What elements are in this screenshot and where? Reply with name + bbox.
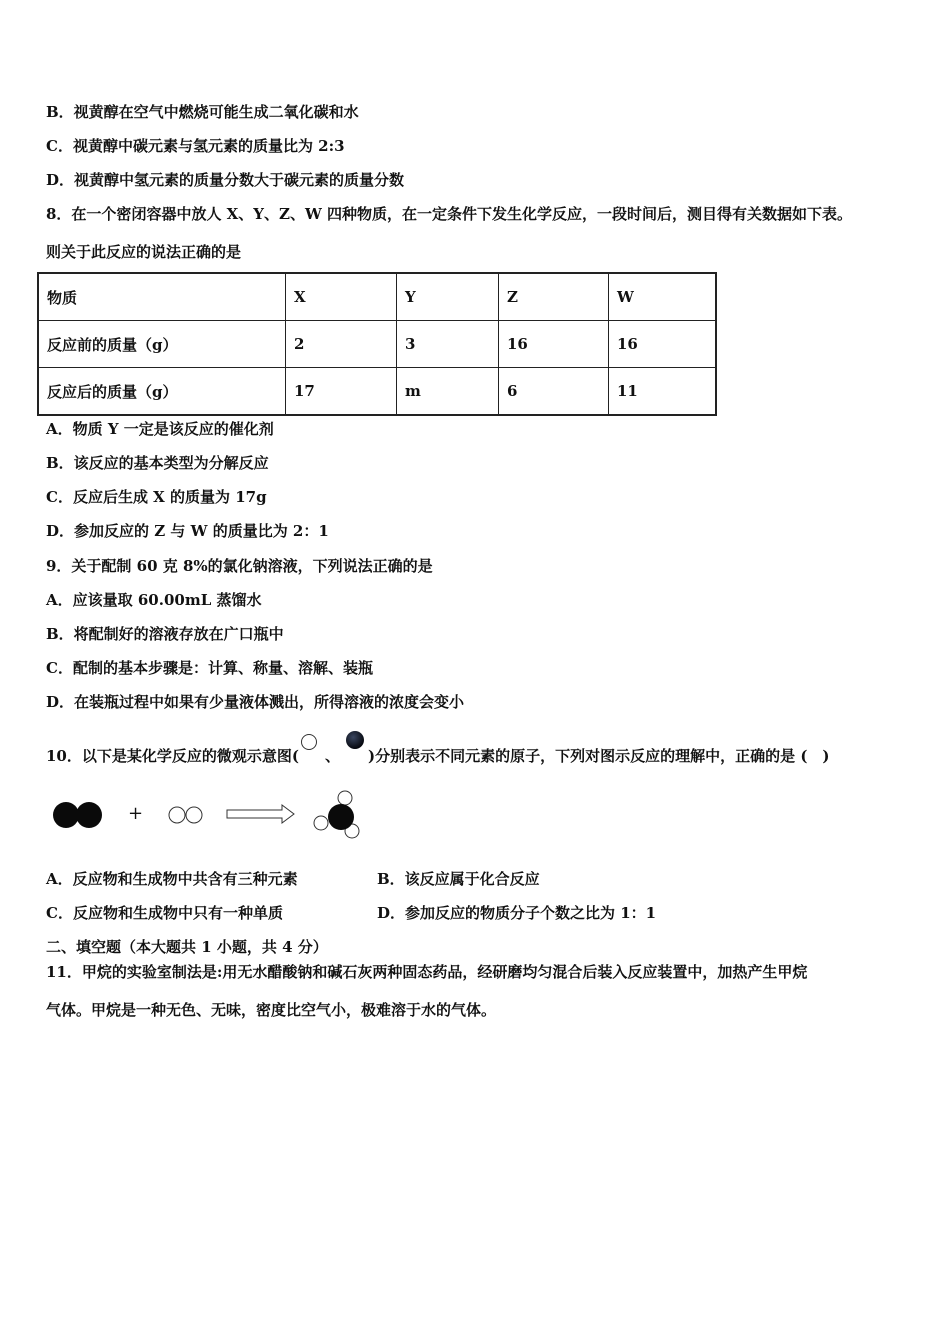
q7-option-b: B．视黄醇在空气中燃烧可能生成二氧化碳和水 (46, 103, 359, 121)
q10-option-b: B．该反应属于化合反应 (377, 870, 540, 888)
table-cell: 16 (499, 321, 609, 368)
table-cell: 17 (286, 368, 397, 416)
table-header-row (38, 273, 716, 321)
q8-stem-line2: 则关于此反应的说法正确的是 (46, 243, 242, 261)
q9-option-c: C．配制的基本步骤是：计算、称量、溶解、装瓶 (46, 659, 373, 677)
q8-option-c: C．反应后生成 X 的质量为 17g (46, 488, 267, 506)
q9-option-a: A．应该量取 60.00mL 蒸馏水 (46, 591, 262, 609)
q10-stem-separator: 、 (324, 747, 340, 765)
q9-stem: 9．关于配制 60 克 8%的氯化钠溶液，下列说法正确的是 (46, 557, 433, 575)
q8-stem-line1: 8．在一个密闭容器中放人 X、Y、Z、W 四种物质，在一定条件下发生化学反应，一段时间后，测目得有关数据如下表。 (46, 205, 853, 223)
table-row (38, 368, 716, 416)
reactant-white-molecule (169, 807, 202, 823)
q9-option-d: D．在装瓶过程中如果有少量液体溅出，所得溶液的浓度会变小 (46, 693, 465, 711)
q8-option-a: A．物质 Y 一定是该反应的催化剂 (46, 420, 274, 438)
reactant-black-molecule (53, 802, 102, 828)
table-row (38, 321, 716, 368)
q10-option-a: A．反应物和生成物中共含有三种元素 (46, 870, 298, 888)
q10-option-d: D．参加反应的物质分子个数之比为 1：1 (377, 904, 657, 922)
table-cell: m (397, 368, 499, 416)
q7-option-c: C．视黄醇中碳元素与氢元素的质量比为 2:3 (46, 137, 345, 155)
table-cell: Z (499, 273, 609, 321)
table-cell: 11 (609, 368, 717, 416)
section-heading: 二、填空题（本大题共 1 小题，共 4 分） (46, 938, 328, 956)
table-cell: X (286, 273, 397, 321)
table-cell: 3 (397, 321, 499, 368)
table-cell: 2 (286, 321, 397, 368)
q10-option-c: C．反应物和生成物中只有一种单质 (46, 904, 283, 922)
q8-option-d: D．参加反应的 Z 与 W 的质量比为 2：1 (46, 522, 329, 540)
black-atom-legend-icon (344, 730, 368, 757)
q9-option-b: B．将配制好的溶液存放在广口瓶中 (46, 625, 284, 643)
q10-stem-end: )分别表示不同元素的原子，下列对图示反应的理解中，正确的是 ( ) (368, 747, 830, 765)
q8-data-table (37, 272, 717, 416)
table-cell: 16 (609, 321, 717, 368)
table-cell: W (609, 273, 717, 321)
plus-sign: + (128, 803, 144, 824)
product-molecule (314, 791, 359, 838)
q8-option-b: B．该反应的基本类型为分解反应 (46, 454, 269, 472)
table-cell: Y (397, 273, 499, 321)
table-cell: 物质 (38, 273, 286, 321)
table-cell: 反应后的质量（g） (38, 368, 286, 416)
q11-line2: 气体。甲烷是一种无色、无味，密度比空气小，极难溶于水的气体。 (46, 1001, 497, 1019)
table-cell: 6 (499, 368, 609, 416)
reaction-arrow-icon (227, 805, 294, 823)
white-atom-legend-icon (299, 733, 321, 758)
reaction-diagram (46, 788, 376, 844)
q10-stem (46, 739, 830, 766)
q7-option-d: D．视黄醇中氢元素的质量分数大于碳元素的质量分数 (46, 171, 405, 189)
table-cell: 反应前的质量（g） (38, 321, 286, 368)
q11-line1: 11．甲烷的实验室制法是:用无水醋酸钠和碱石灰两种固态药品，经研磨均匀混合后装入反应装置中，加热产生甲烷 (46, 963, 808, 981)
q10-stem-start: 10．以下是某化学反应的微观示意图( (46, 747, 299, 765)
